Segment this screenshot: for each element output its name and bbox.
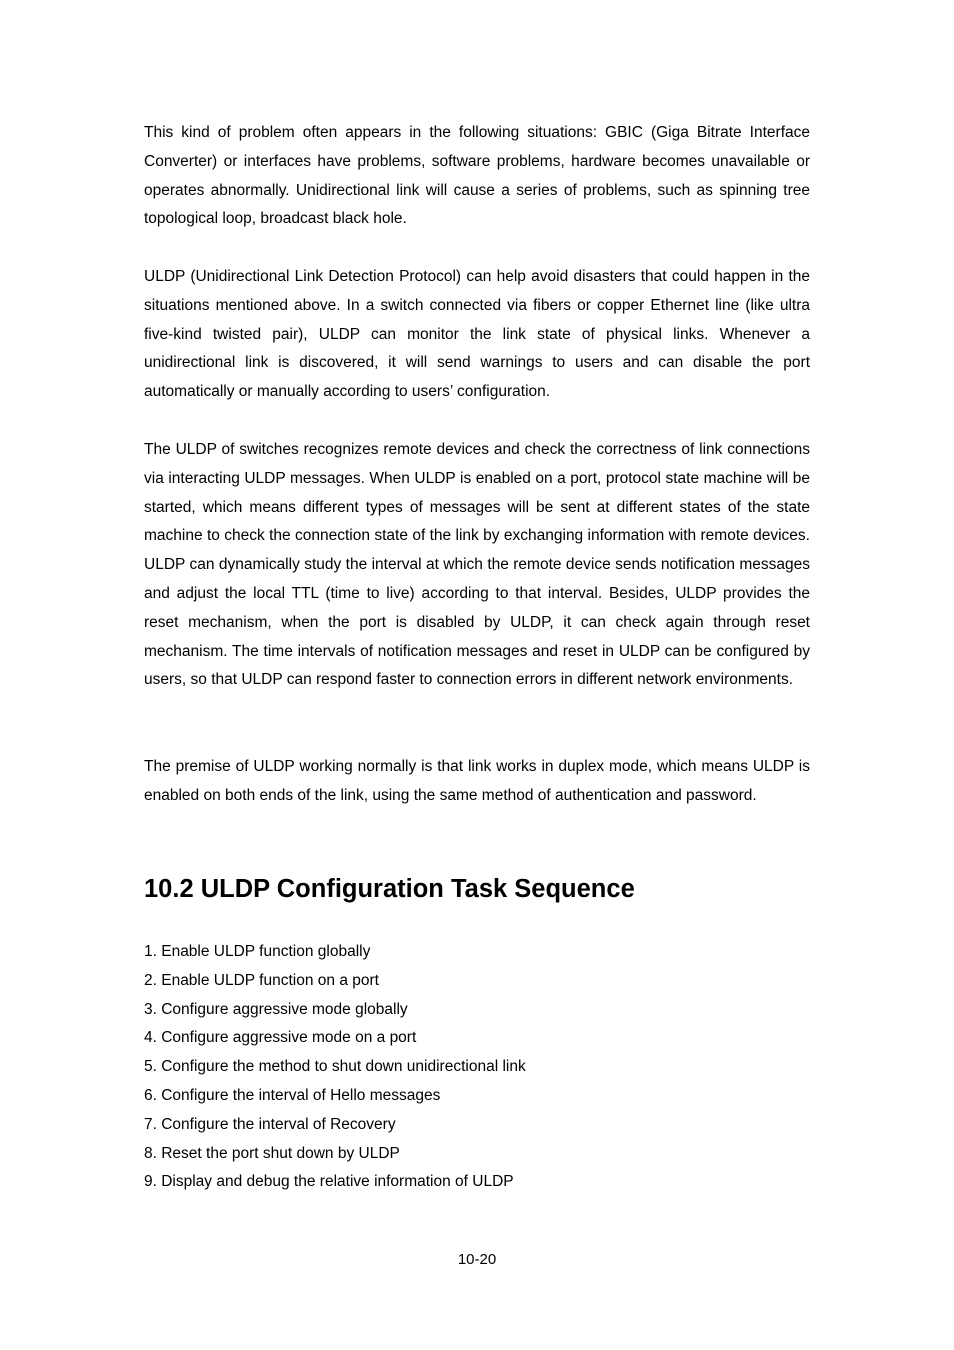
paragraph-problem-situations: This kind of problem often appears in the following situations: GBIC (Giga Bitrate Interface Converter) or interfaces have problems, software problems, hardware becomes unavailable or operates abnormally. Unidirectional link will cause a series of problems, such as spinning tree topological loop, broadcast black hole. [144, 124, 810, 228]
paragraph-uldp-premise: The premise of ULDP working normally is that link works in duplex mode, which means ULDP is enabled on both ends of the link, using the same method of authentication and password. [144, 758, 810, 804]
task-step-4: 4. Configure aggressive mode on a port [144, 1029, 417, 1047]
task-step-3: 3. Configure aggressive mode globally [144, 1000, 408, 1018]
task-step-1: 1. Enable ULDP function globally [144, 943, 371, 960]
task-sequence-list [144, 938, 526, 1197]
task-step-9: 9. Display and debug the relative information of ULDP [144, 1173, 514, 1191]
section-heading: 10.2 ULDP Configuration Task Sequence [144, 875, 635, 903]
paragraph-uldp-intro: ULDP (Unidirectional Link Detection Protocol) can help avoid disasters that could happen in the situations mentioned above. In a switch connected via fibers or copper Ethernet line (like ultra five-kind twisted pair), ULDP can monitor the link state of physical links. Whenever a unidirectional link is discovered, it will send warnings to users and can disable the port automatically or manually according to users’ configuration. [144, 268, 810, 401]
task-step-5: 5. Configure the method to shut down unidirectional link [144, 1058, 526, 1076]
task-step-6: 6. Configure the interval of Hello messages [144, 1086, 441, 1104]
page-number: 10-20 [457, 1251, 497, 1268]
task-step-2: 2. Enable ULDP function on a port [144, 971, 379, 989]
task-step-7: 7. Configure the interval of Recovery [144, 1115, 396, 1133]
paragraph-uldp-mechanism: The ULDP of switches recognizes remote devices and check the correctness of link connections via interacting ULDP messages. When ULDP is enabled on a port, protocol state machine will be started, which means different types of messages will be sent at different states of the state machine to check the connection state of the link by exchanging information with remote devices. ULDP can dynamically study the interval at which the remote device sends notification messages and adjust the local TTL (time to live) according to that interval. Besides, ULDP provides the reset mechanism, when the port is disabled by ULDP, it can check again through reset mechanism. The time intervals of notification messages and reset in ULDP can be configured by users, so that ULDP can respond faster to connection errors in different network environments. [144, 441, 810, 689]
task-step-8: 8. Reset the port shut down by ULDP [144, 1144, 400, 1162]
